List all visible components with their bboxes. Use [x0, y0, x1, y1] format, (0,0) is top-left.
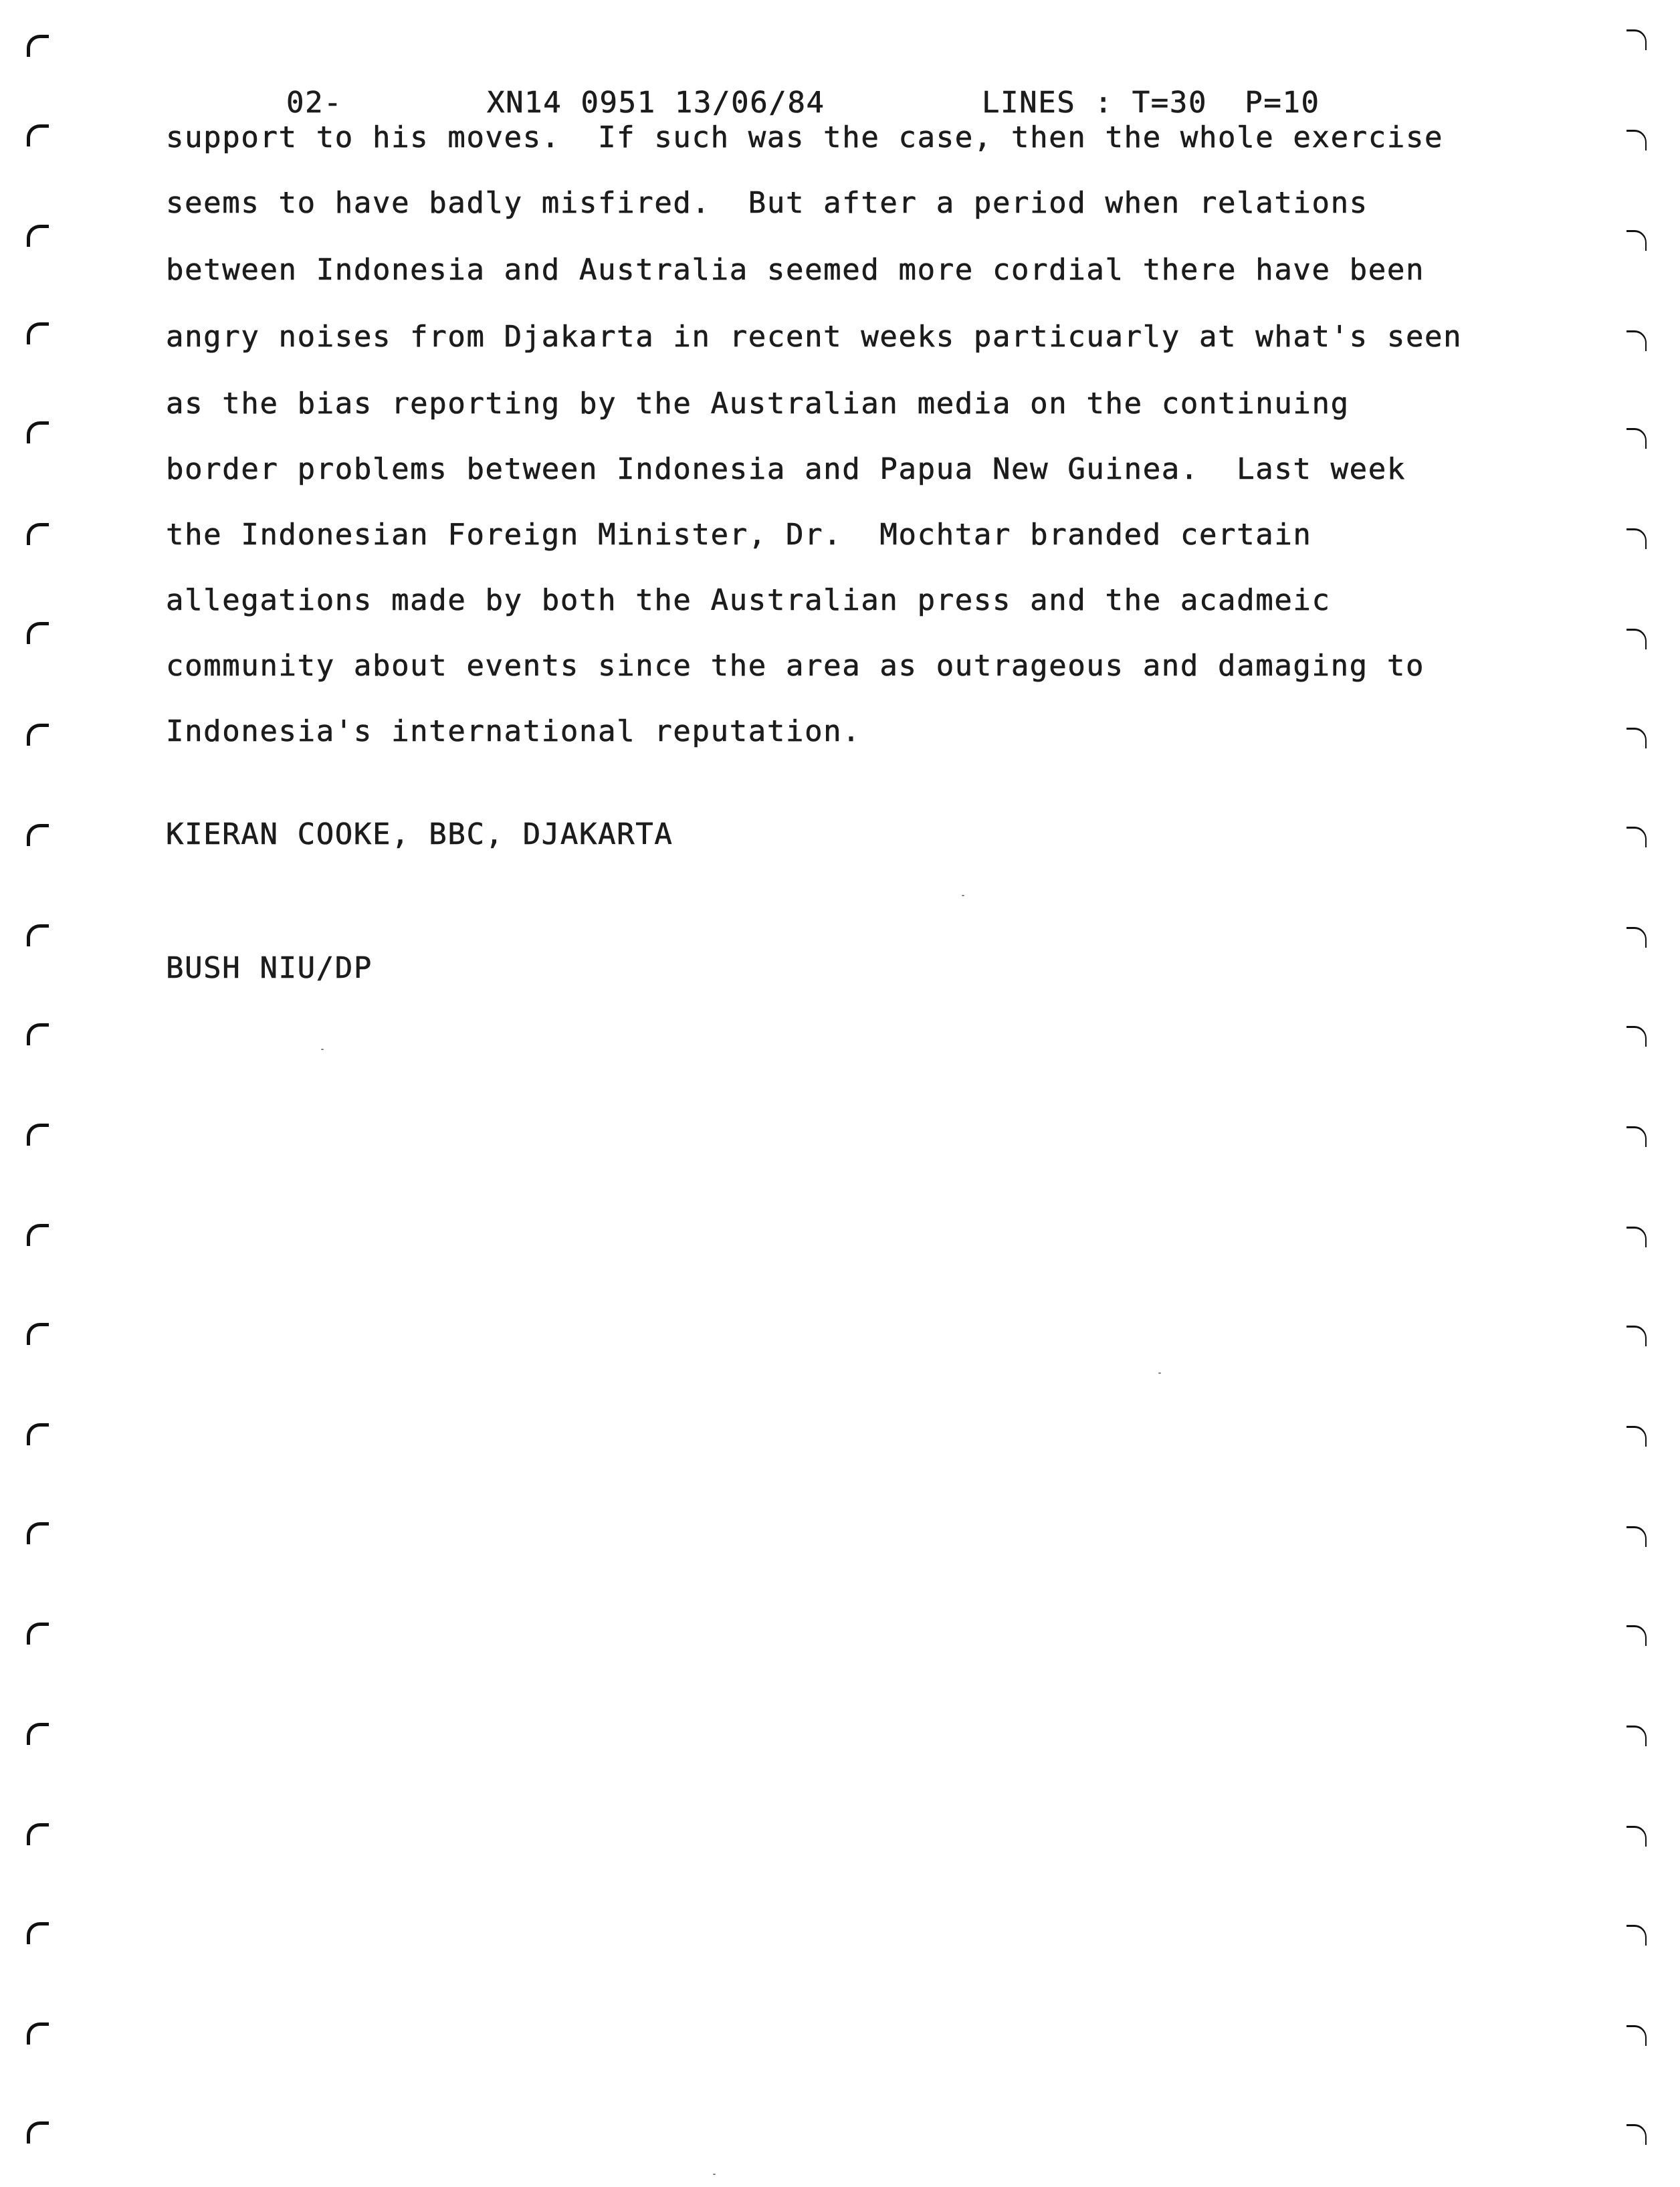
body-line: as the bias reporting by the Australian media on the continuing: [166, 387, 1350, 421]
paper-speck: [962, 895, 964, 896]
perforation-hole-icon: [27, 824, 49, 846]
perforation-hole-icon: [1626, 29, 1647, 50]
perforation-hole-icon: [27, 924, 49, 946]
page-marker: 02-: [286, 86, 343, 120]
perforation-hole-icon: [27, 622, 49, 644]
perforation-hole-icon: [1626, 2124, 1647, 2145]
body-line: Indonesia's international reputation.: [166, 714, 861, 748]
perforation-hole-icon: [1626, 1925, 1647, 1946]
perforation-hole-icon: [1626, 629, 1647, 649]
perforation-hole-icon: [27, 724, 49, 746]
body-line: support to his moves. If such was the case, then the whole exercise: [166, 120, 1444, 154]
perforation-hole-icon: [1626, 230, 1647, 251]
perforation-hole-icon: [27, 322, 49, 344]
perforation-hole-icon: [1626, 827, 1647, 847]
perforation-hole-icon: [1626, 1227, 1647, 1247]
perforation-hole-icon: [1626, 728, 1647, 748]
perforation-hole-icon: [27, 35, 49, 57]
perforation-hole-icon: [27, 1922, 49, 1944]
perforation-hole-icon: [1626, 2025, 1647, 2046]
perforation-hole-icon: [27, 1723, 49, 1745]
perforation-hole-icon: [1626, 1026, 1647, 1047]
body-line: allegations made by both the Australian press and the acadmeic: [166, 583, 1331, 617]
line-count: LINES : T=30 P=10: [982, 86, 1320, 120]
desk-code: BUSH NIU/DP: [166, 951, 373, 985]
perforation-hole-icon: [1626, 1726, 1647, 1746]
body-line: angry noises from Djakarta in recent weeks particuarly at what's seen: [166, 320, 1463, 354]
perforation-hole-icon: [27, 421, 49, 443]
perforation-hole-icon: [1626, 927, 1647, 948]
perforation-hole-icon: [1626, 1326, 1647, 1346]
perforation-hole-icon: [27, 1823, 49, 1845]
perforation-hole-icon: [1626, 1426, 1647, 1447]
perforation-hole-icon: [27, 1023, 49, 1045]
perforation-hole-icon: [27, 1623, 49, 1645]
perforation-hole-icon: [27, 225, 49, 247]
perforation-hole-icon: [27, 1423, 49, 1445]
body-line: border problems between Indonesia and Papua New Guinea. Last week: [166, 452, 1406, 486]
perforation-hole-icon: [27, 124, 49, 146]
perforation-hole-icon: [1626, 1526, 1647, 1547]
story-reference: XN14 0951 13/06/84: [487, 86, 825, 120]
paper-speck: [1158, 1372, 1161, 1374]
body-line: seems to have badly misfired. But after a period when relations: [166, 186, 1368, 220]
body-line: between Indonesia and Australia seemed more cordial there have been: [166, 253, 1425, 287]
paper-speck: [713, 2174, 716, 2175]
perforation-hole-icon: [1626, 1625, 1647, 1646]
perforation-hole-icon: [27, 1224, 49, 1246]
perforation-hole-icon: [27, 1522, 49, 1544]
perforation-hole-icon: [27, 2022, 49, 2045]
body-line: community about events since the area as outrageous and damaging to: [166, 649, 1425, 683]
perforation-hole-icon: [27, 1323, 49, 1345]
perforation-hole-icon: [1626, 528, 1647, 549]
perforation-hole-icon: [27, 1124, 49, 1146]
reporter-signoff: KIERAN COOKE, BBC, DJAKARTA: [166, 817, 673, 851]
perforation-hole-icon: [1626, 130, 1647, 150]
perforation-hole-icon: [1626, 1126, 1647, 1147]
perforation-hole-icon: [1626, 330, 1647, 351]
perforation-hole-icon: [27, 523, 49, 545]
body-line: the Indonesian Foreign Minister, Dr. Mochtar branded certain: [166, 518, 1312, 552]
perforation-hole-icon: [1626, 428, 1647, 449]
perforation-hole-icon: [27, 2121, 49, 2144]
paper-speck: [321, 1049, 324, 1050]
perforation-hole-icon: [1626, 1826, 1647, 1847]
